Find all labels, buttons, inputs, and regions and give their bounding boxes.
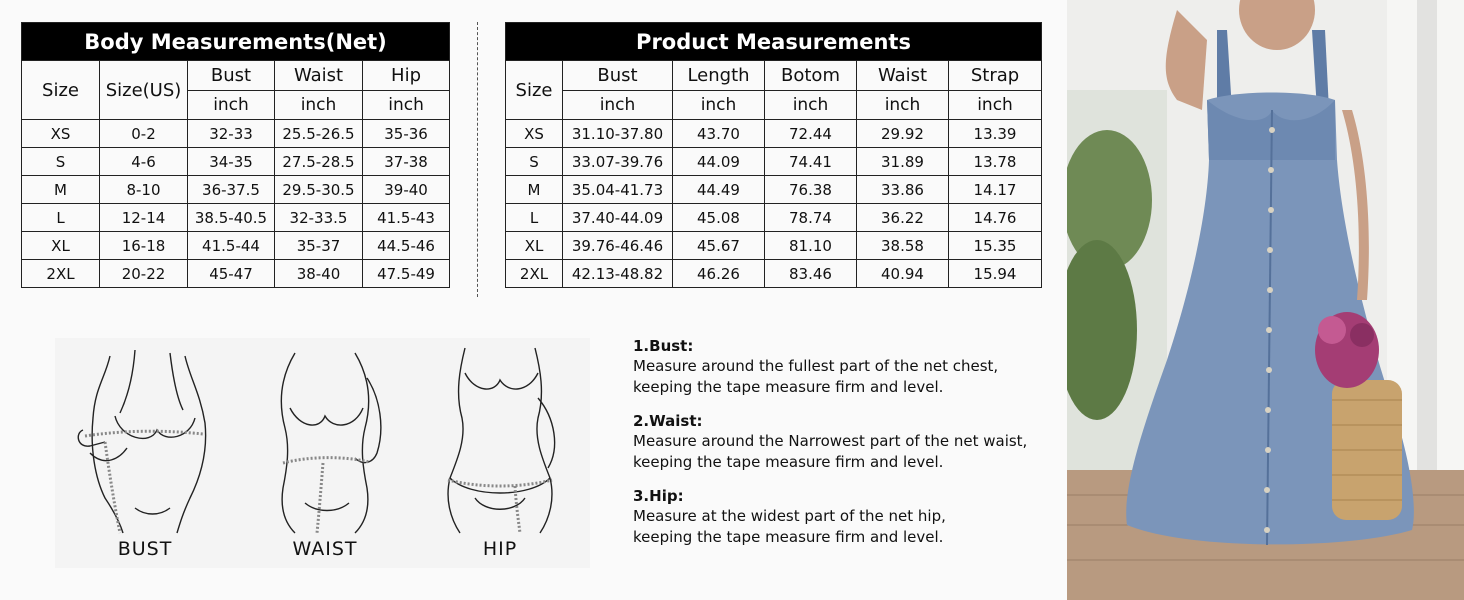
table-cell: XS — [506, 120, 563, 148]
table-cell: 35.04-41.73 — [563, 176, 673, 204]
table-cell: 76.38 — [765, 176, 857, 204]
measurement-figures — [55, 338, 590, 568]
body-col-size-us: Size(US) — [100, 61, 188, 120]
body-col-bust: Bust — [188, 61, 275, 91]
table-cell: 41.5-44 — [188, 232, 275, 260]
product-measurements-table — [505, 22, 1042, 288]
instruction-text: keeping the tape measure firm and level. — [633, 453, 944, 471]
body-table-row — [22, 176, 450, 204]
body-table-title: Body Measurements(Net) — [22, 23, 450, 61]
body-col-size: Size — [22, 61, 100, 120]
table-cell: 41.5-43 — [363, 204, 450, 232]
product-unit-cell: inch — [563, 91, 673, 120]
table-cell: 83.46 — [765, 260, 857, 288]
table-cell: 2XL — [506, 260, 563, 288]
table-cell: M — [506, 176, 563, 204]
table-cell: 38.5-40.5 — [188, 204, 275, 232]
instruction-hip — [633, 486, 1053, 548]
table-cell: 32-33 — [188, 120, 275, 148]
body-table-body — [22, 120, 450, 288]
instruction-waist — [633, 411, 1053, 473]
product-unit-cell: inch — [765, 91, 857, 120]
dashed-divider — [477, 22, 478, 297]
body-table-row — [22, 204, 450, 232]
body-table-row — [22, 148, 450, 176]
table-cell: 12-14 — [100, 204, 188, 232]
table-cell: 44.09 — [673, 148, 765, 176]
table-cell: 15.35 — [949, 232, 1042, 260]
instruction-text: Measure at the widest part of the net hip, — [633, 507, 946, 525]
body-table-row — [22, 120, 450, 148]
waist-figure-label: WAIST — [292, 538, 358, 560]
table-cell: 15.94 — [949, 260, 1042, 288]
table-cell: 25.5-26.5 — [275, 120, 363, 148]
product-unit-cell: inch — [949, 91, 1042, 120]
table-cell: M — [22, 176, 100, 204]
product-unit-cell: inch — [857, 91, 949, 120]
body-measurements-table — [21, 22, 450, 288]
body-col-waist: Waist — [275, 61, 363, 91]
instruction-title: 2.Waist: — [633, 412, 703, 430]
table-cell: 72.44 — [765, 120, 857, 148]
table-cell: 0-2 — [100, 120, 188, 148]
instruction-title: 1.Bust: — [633, 337, 694, 355]
table-cell: 38.58 — [857, 232, 949, 260]
instruction-bust — [633, 336, 1053, 398]
table-cell: 40.94 — [857, 260, 949, 288]
table-cell: 14.76 — [949, 204, 1042, 232]
table-cell: 29.92 — [857, 120, 949, 148]
hip-figure-label: HIP — [482, 538, 518, 560]
body-unit-cell: inch — [275, 91, 363, 120]
body-col-hip: Hip — [363, 61, 450, 91]
product-table-row — [506, 176, 1042, 204]
product-col-bust: Bust — [563, 61, 673, 91]
product-col-botom: Botom — [765, 61, 857, 91]
table-cell: 35-36 — [363, 120, 450, 148]
table-cell: 20-22 — [100, 260, 188, 288]
body-table-row — [22, 260, 450, 288]
table-cell: 74.41 — [765, 148, 857, 176]
table-cell: 35-37 — [275, 232, 363, 260]
instruction-text: keeping the tape measure firm and level. — [633, 378, 944, 396]
table-cell: 43.70 — [673, 120, 765, 148]
product-table-row — [506, 204, 1042, 232]
product-table-row — [506, 232, 1042, 260]
table-cell: 13.39 — [949, 120, 1042, 148]
product-unit-cell: inch — [673, 91, 765, 120]
table-cell: 27.5-28.5 — [275, 148, 363, 176]
table-cell: 37-38 — [363, 148, 450, 176]
table-cell: 46.26 — [673, 260, 765, 288]
table-cell: 39-40 — [363, 176, 450, 204]
table-cell: 78.74 — [765, 204, 857, 232]
table-cell: 33.07-39.76 — [563, 148, 673, 176]
table-cell: 44.49 — [673, 176, 765, 204]
hip-figure — [420, 338, 580, 568]
product-col-strap: Strap — [949, 61, 1042, 91]
table-cell: L — [22, 204, 100, 232]
table-cell: 8-10 — [100, 176, 188, 204]
product-table-body — [506, 120, 1042, 288]
table-cell: 33.86 — [857, 176, 949, 204]
product-table-row — [506, 120, 1042, 148]
waist-figure — [245, 338, 405, 568]
table-cell: 42.13-48.82 — [563, 260, 673, 288]
table-cell: 2XL — [22, 260, 100, 288]
product-table-row — [506, 148, 1042, 176]
product-table-title: Product Measurements — [506, 23, 1042, 61]
table-cell: 36.22 — [857, 204, 949, 232]
bust-figure — [65, 338, 225, 568]
table-cell: 16-18 — [100, 232, 188, 260]
product-col-waist: Waist — [857, 61, 949, 91]
table-cell: XL — [22, 232, 100, 260]
table-cell: 4-6 — [100, 148, 188, 176]
table-cell: 31.10-37.80 — [563, 120, 673, 148]
instruction-text: Measure around the fullest part of the net chest, — [633, 357, 999, 375]
table-cell: 13.78 — [949, 148, 1042, 176]
table-cell: 44.5-46 — [363, 232, 450, 260]
table-cell: S — [22, 148, 100, 176]
table-cell: XS — [22, 120, 100, 148]
table-cell: 37.40-44.09 — [563, 204, 673, 232]
denim-dress-photo-icon — [1067, 0, 1464, 600]
product-col-size: Size — [506, 61, 563, 120]
body-unit-cell: inch — [188, 91, 275, 120]
body-unit-cell: inch — [363, 91, 450, 120]
measurement-instructions — [633, 336, 1053, 561]
table-cell: 39.76-46.46 — [563, 232, 673, 260]
table-cell: 31.89 — [857, 148, 949, 176]
bust-measure-illustration-icon — [65, 338, 225, 538]
table-cell: 36-37.5 — [188, 176, 275, 204]
table-cell: 47.5-49 — [363, 260, 450, 288]
instruction-text: Measure around the Narrowest part of the net waist, — [633, 432, 1028, 450]
table-cell: XL — [506, 232, 563, 260]
product-table-row — [506, 260, 1042, 288]
instruction-text: keeping the tape measure firm and level. — [633, 528, 944, 546]
table-cell: 34-35 — [188, 148, 275, 176]
table-cell: L — [506, 204, 563, 232]
instruction-title: 3.Hip: — [633, 487, 684, 505]
table-cell: 29.5-30.5 — [275, 176, 363, 204]
table-cell: 45-47 — [188, 260, 275, 288]
table-cell: S — [506, 148, 563, 176]
waist-measure-illustration-icon — [245, 338, 405, 538]
table-cell: 45.67 — [673, 232, 765, 260]
body-table-row — [22, 232, 450, 260]
product-col-length: Length — [673, 61, 765, 91]
table-cell: 38-40 — [275, 260, 363, 288]
table-cell: 45.08 — [673, 204, 765, 232]
table-cell: 14.17 — [949, 176, 1042, 204]
table-cell: 32-33.5 — [275, 204, 363, 232]
bust-figure-label: BUST — [117, 538, 173, 560]
table-cell: 81.10 — [765, 232, 857, 260]
product-photo — [1067, 0, 1464, 600]
hip-measure-illustration-icon — [420, 338, 580, 538]
